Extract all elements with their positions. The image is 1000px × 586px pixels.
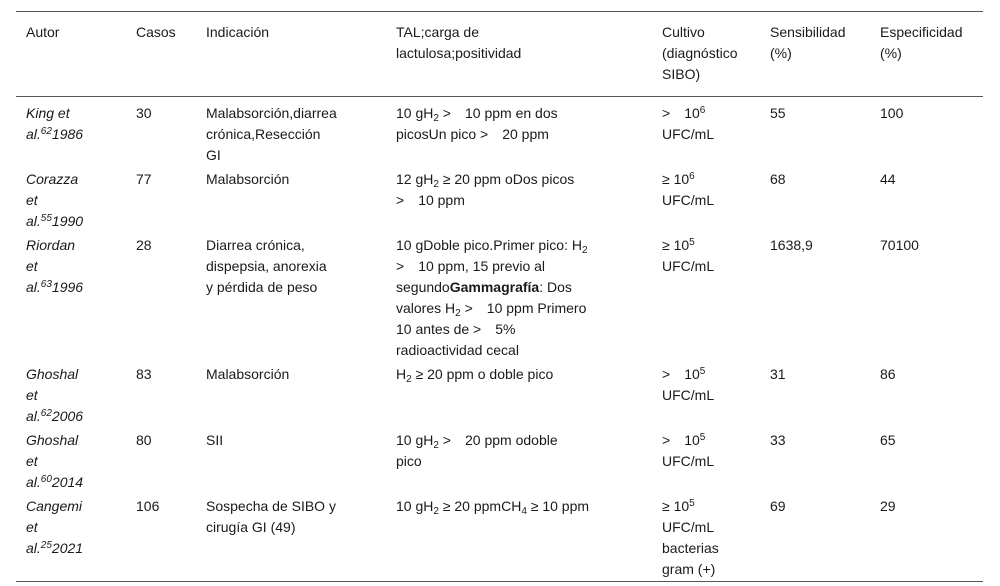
- cell-especificidad: 29: [880, 498, 896, 514]
- cell-sensibilidad: 69: [770, 498, 786, 514]
- cell-casos: 80: [136, 432, 152, 448]
- cell-tal: 10 gDoble pico.Primer pico: $H_2$ > 10 ppm, 15 previo al segundoGammagrafía: Dos valores $H_2 > 10$ ppm Primero 10 antes de > 5% radioactividad cecal: [396, 237, 588, 358]
- header-especificidad: Especificidad (%): [880, 24, 963, 61]
- header-sensibilidad: Sensibilidad (%): [770, 24, 846, 61]
- header-casos: Casos: [136, 24, 176, 40]
- cell-casos: 30: [136, 105, 152, 121]
- cell-sensibilidad: 33: [770, 432, 786, 448]
- cell-cultivo: > $10^5$ UFC/mL: [662, 432, 715, 469]
- cell-cultivo: ≥ $10^6$ UFC/mL: [662, 171, 715, 208]
- cell-autor: Ghoshal et al.$^{62}$2006: [26, 366, 84, 424]
- cell-tal: $H_2 \ge 20$ ppm o doble pico: [396, 366, 554, 385]
- cell-especificidad: 44: [880, 171, 896, 187]
- cell-indicacion: Malabsorción,diarrea crónica,Resección GI: [206, 105, 337, 163]
- cell-autor: Riordan et al.$^{63}$1996: [26, 237, 84, 295]
- sibo-diagnostic-table: [16, 11, 983, 582]
- cell-tal: 10 $gH_2 > 20$ ppm odoble pico: [396, 432, 558, 469]
- cell-sensibilidad: 68: [770, 171, 786, 187]
- cell-indicacion: Malabsorción: [206, 366, 290, 382]
- table-row: [16, 233, 983, 362]
- cell-casos: 28: [136, 237, 152, 253]
- cell-casos: 106: [136, 498, 160, 514]
- cell-tal: 10 $gH_2 > 10$ ppm en dos picosUn pico > 20 ppm: [396, 105, 558, 142]
- cell-especificidad: 70100: [880, 237, 919, 253]
- table-row: [16, 428, 983, 494]
- cell-indicacion: Diarrea crónica, dispepsia, anorexia y pérdida de peso: [206, 237, 327, 295]
- cell-sensibilidad: 55: [770, 105, 786, 121]
- cell-tal: 10 $gH_2 \ge 20$ ppmCH$_4$ ≥ 10 ppm: [396, 498, 590, 517]
- header-cultivo: Cultivo (diagnóstico SIBO): [662, 24, 738, 82]
- cell-indicacion: SII: [206, 432, 224, 448]
- cell-autor: King et al.$^{62}$1986: [26, 105, 84, 142]
- cell-tal: 12 $gH_2 \ge 20$ ppm oDos picos > 10 ppm: [396, 171, 575, 208]
- cell-sensibilidad: 31: [770, 366, 786, 382]
- header-tal: TAL;carga de lactulosa;positividad: [396, 24, 522, 61]
- cell-sensibilidad: 1638,9: [770, 237, 813, 253]
- header-autor: Autor: [26, 24, 60, 40]
- table-row: [16, 494, 983, 582]
- table-row: [16, 167, 983, 233]
- cell-especificidad: 100: [880, 105, 904, 121]
- cell-indicacion: Malabsorción: [206, 171, 290, 187]
- cell-cultivo: > $10^6$ UFC/mL: [662, 105, 715, 142]
- cell-cultivo: ≥ $10^5$ UFC/mL: [662, 237, 715, 274]
- cell-cultivo: > $10^5$ UFC/mL: [662, 366, 715, 403]
- header-row: [16, 12, 983, 97]
- cell-indicacion: Sospecha de SIBO y cirugía GI (49): [206, 498, 336, 535]
- header-indicacion: Indicación: [206, 24, 270, 40]
- table-row: [16, 97, 983, 168]
- cell-autor: Ghoshal et al.$^{60}$2014: [26, 432, 84, 490]
- cell-autor: Cangemi et al.$^{25}$2021: [26, 498, 84, 556]
- table-row: [16, 362, 983, 428]
- cell-especificidad: 86: [880, 366, 896, 382]
- cell-casos: 83: [136, 366, 152, 382]
- cell-casos: 77: [136, 171, 152, 187]
- cell-autor: Corazza et al.$^{55}$1990: [26, 171, 84, 229]
- cell-cultivo: ≥ $10^5$ UFC/mL bacterias gram (+): [662, 498, 719, 577]
- cell-especificidad: 65: [880, 432, 896, 448]
